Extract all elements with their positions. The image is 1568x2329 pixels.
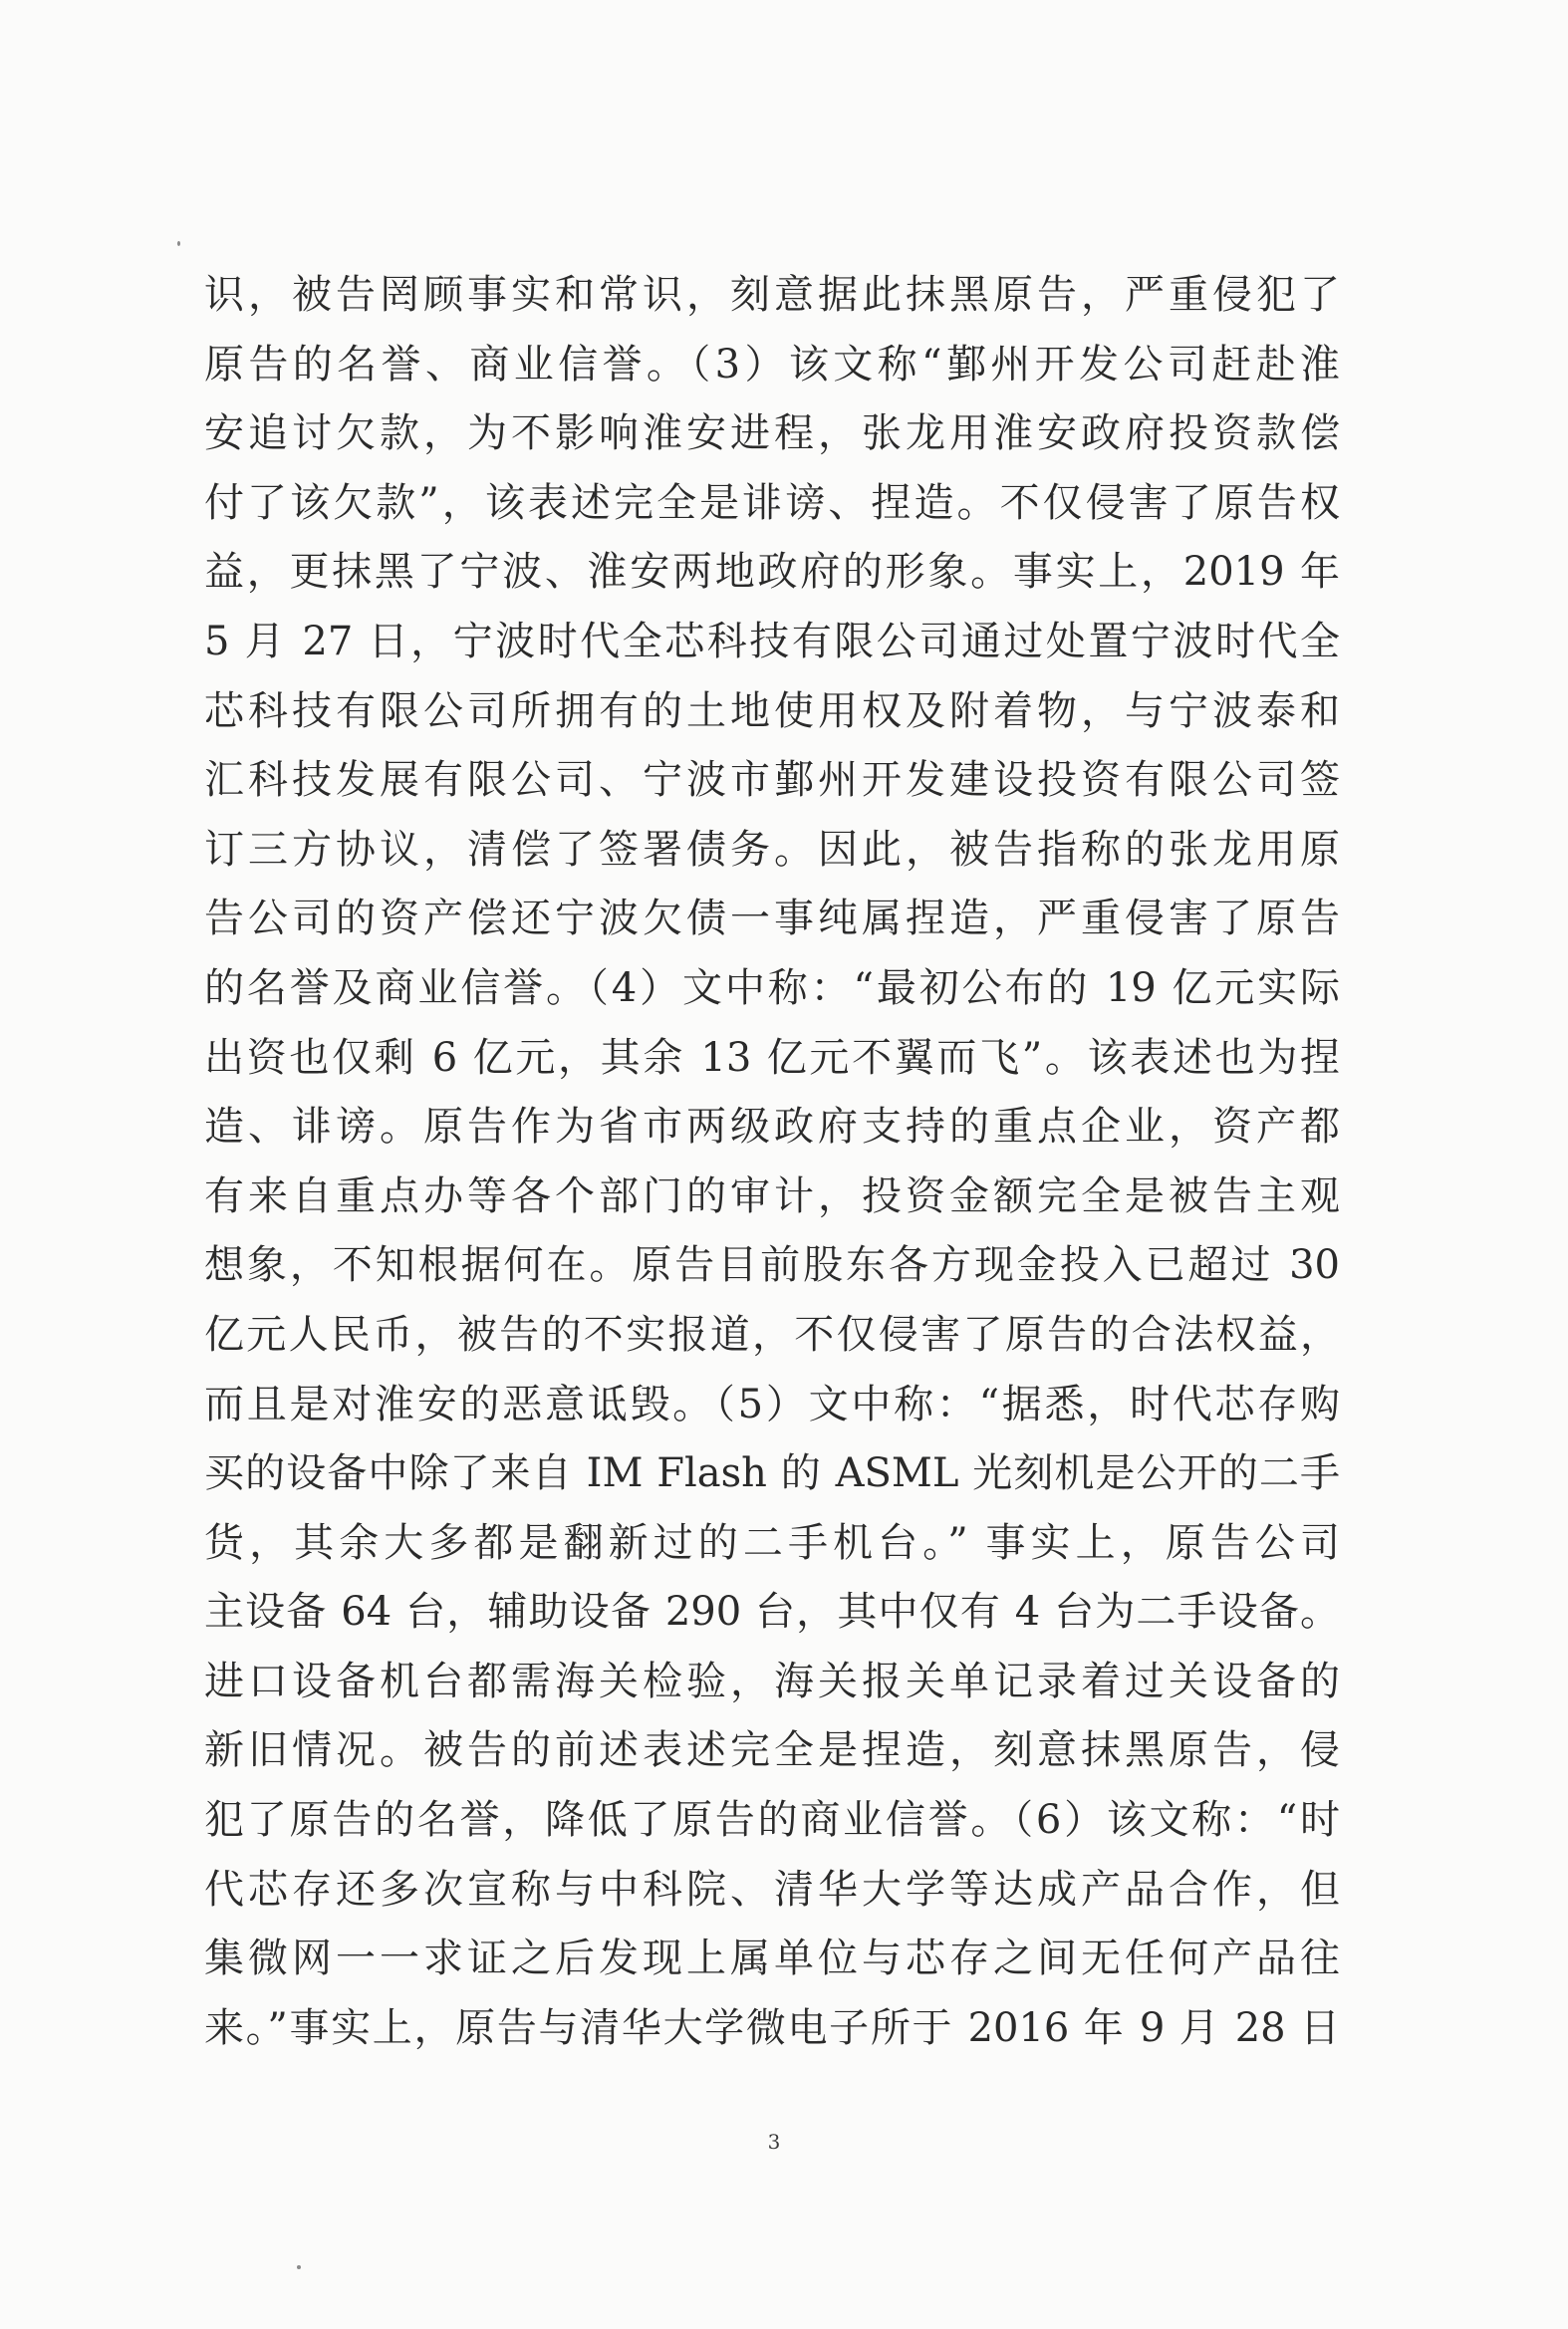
text-line: 汇科技发展有限公司、宁波市鄞州开发建设投资有限公司签 (204, 757, 1340, 804)
text-line: 芯科技有限公司所拥有的土地使用权及附着物，与宁波泰和 (204, 687, 1340, 734)
text-line: 5 月 27 日，宁波时代全芯科技有限公司通过处置宁波时代全 (204, 618, 1340, 664)
scan-speck (297, 2265, 301, 2269)
text-line: 而且是对淮安的恶意诋毁。（5）文中称：“据悉，时代芯存购 (204, 1381, 1340, 1427)
text-line: 造、诽谤。原告作为省市两级政府支持的重点企业，资产都 (204, 1104, 1340, 1151)
text-line: 有来自重点办等各个部门的审计，投资金额完全是被告主观 (204, 1172, 1340, 1219)
text-line: 识，被告罔顾事实和常识，刻意据此抹黑原告，严重侵犯了 (204, 272, 1340, 318)
text-line: 益，更抹黑了宁波、淮安两地政府的形象。事实上，2019 年 (204, 549, 1340, 596)
text-line: 进口设备机台都需海关检验，海关报关单记录着过关设备的 (204, 1658, 1340, 1704)
text-line: 新旧情况。被告的前述表述完全是捏造，刻意抹黑原告，侵 (204, 1727, 1340, 1774)
text-line: 亿元人民币，被告的不实报道，不仅侵害了原告的合法权益， (204, 1311, 1340, 1358)
text-line: 订三方协议，清偿了签署债务。因此，被告指称的张龙用原 (204, 826, 1340, 873)
text-line: 原告的名誉、商业信誉。（3）该文称“鄞州开发公司赶赴淮 (204, 341, 1340, 388)
body-text (204, 261, 1340, 2063)
page-number: 3 (767, 2130, 781, 2154)
text-line: 出资也仅剩 6 亿元，其余 13 亿元不翼而飞”。该表述也为捏 (204, 1034, 1340, 1081)
text-line: 想象，不知根据何在。原告目前股东各方现金投入已超过 30 (204, 1242, 1340, 1289)
text-line: 犯了原告的名誉，降低了原告的商业信誉。（6）该文称：“时 (204, 1797, 1340, 1844)
text-line: 的名誉及商业信誉。（4）文中称：“最初公布的 19 亿元实际 (204, 964, 1340, 1011)
text-line: 货，其余大多都是翻新过的二手机台。” 事实上，原告公司 (204, 1519, 1340, 1566)
text-line: 安追讨欠款，为不影响淮安进程，张龙用淮安政府投资款偿 (204, 410, 1340, 457)
text-line: 来。”事实上，原告与清华大学微电子所于 2016 年 9 月 28 日 (204, 2004, 1340, 2051)
text-line: 集微网一一求证之后发现上属单位与芯存之间无任何产品往 (204, 1936, 1340, 1982)
text-line: 主设备 64 台，辅助设备 290 台，其中仅有 4 台为二手设备。 (204, 1589, 1340, 1636)
text-line: 告公司的资产偿还宁波欠债一事纯属捏造，严重侵害了原告 (204, 896, 1340, 942)
text-line: 付了该欠款”，该表述完全是诽谤、捏造。不仅侵害了原告权 (204, 479, 1340, 526)
scan-speck (177, 241, 180, 246)
text-line: 代芯存还多次宣称与中科院、清华大学等达成产品合作，但 (204, 1866, 1340, 1913)
text-line: 买的设备中除了来自 IM Flash 的 ASML 光刻机是公开的二手 (204, 1450, 1340, 1497)
